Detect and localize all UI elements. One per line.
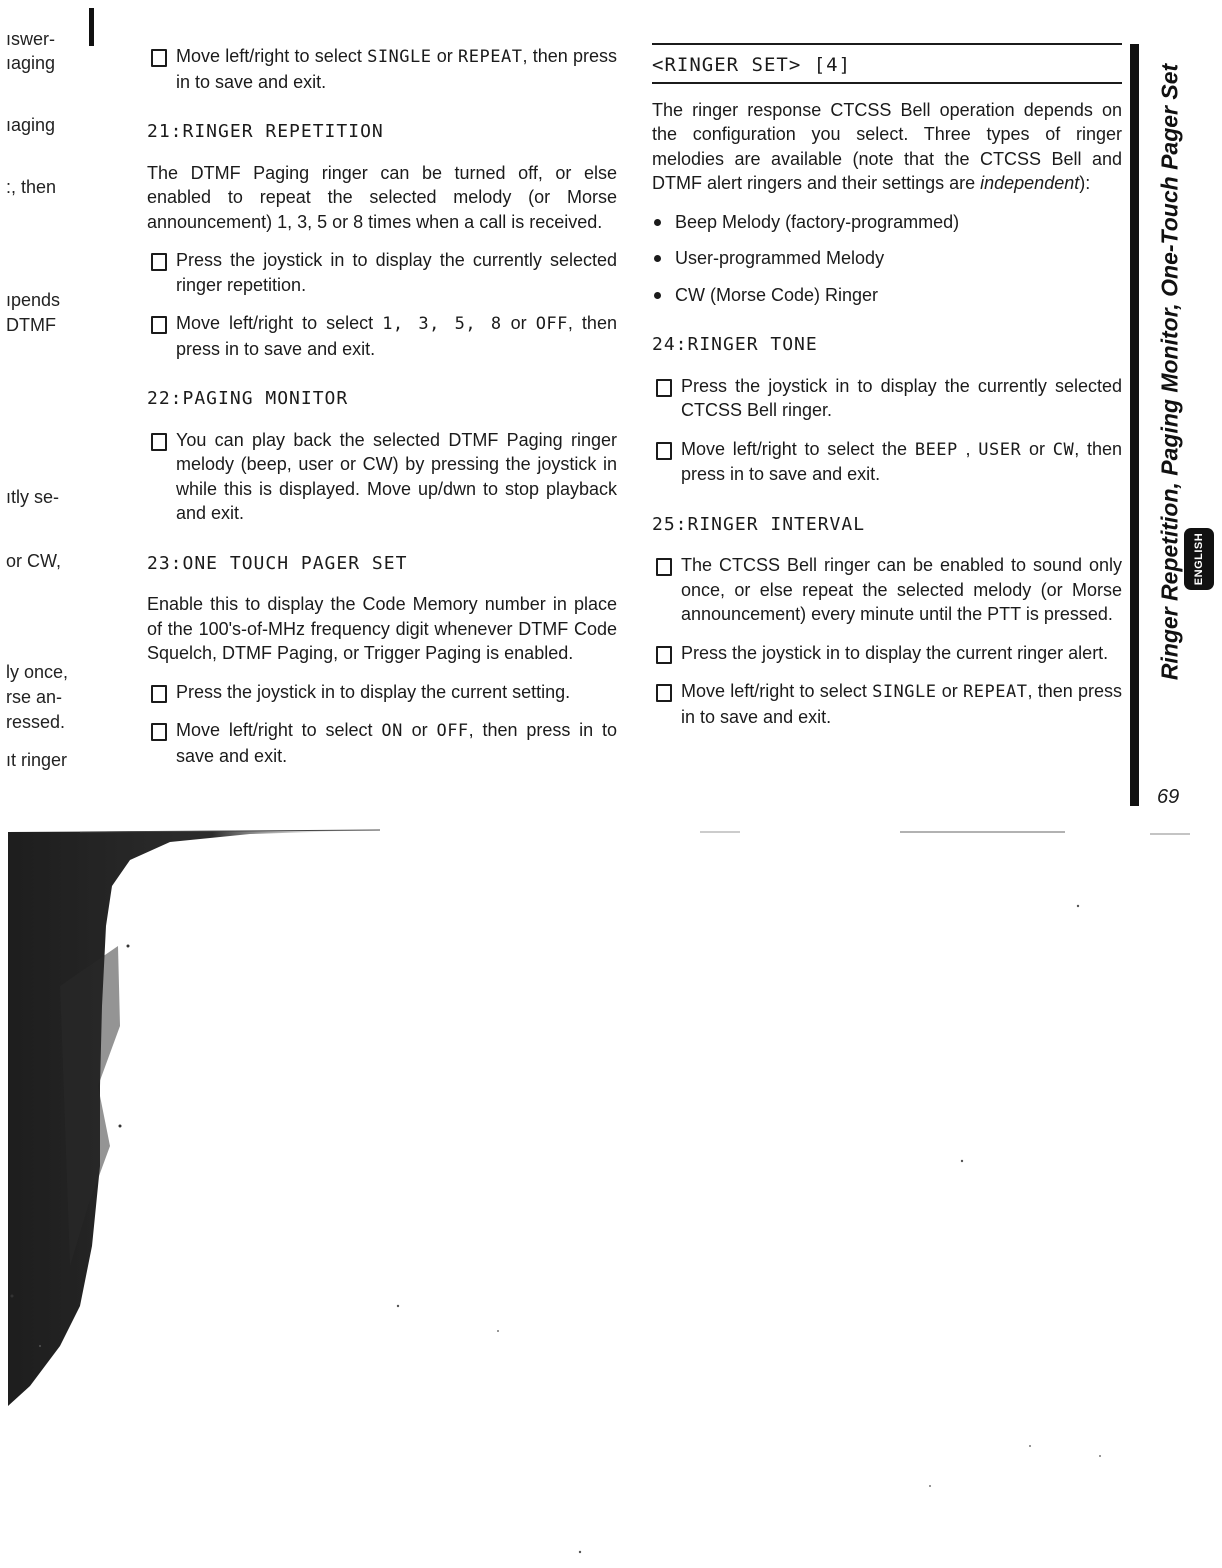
step-text: ,: [957, 438, 979, 459]
section-21-paragraph: The DTMF Paging ringer can be turned off, or else enabled to repeat the selected melody (or Morse announcement) 1, 3, 5 or 8 times when a call is received.: [147, 162, 617, 232]
step-text: You can play back the selected DTMF Paging ringer melody (beep, user or CW) by pressing the joystick in while this is displayed. Move up/dwn to stop playback and exit.: [176, 429, 617, 523]
lcd-text: ON: [381, 721, 403, 741]
checkbox-icon: [656, 379, 672, 397]
section-23-paragraph: Enable this to display the Code Memory number in place of the 100's-of-MHz frequency digit whenever DTMF Code Squelch, DTMF Paging, or Trigger Paging is enabled.: [147, 594, 617, 663]
step-select-single-repeat: [147, 44, 617, 94]
step-text: , then press in to save and exit.: [176, 46, 617, 92]
left-page-fragment: rse an-: [6, 687, 63, 707]
step-text: , then press in to save and exit.: [681, 681, 1122, 727]
step-25-2: [652, 641, 1122, 666]
right-column: [652, 38, 1122, 743]
intro-end: ):: [1079, 173, 1091, 193]
step-text: The CTCSS Bell ringer can be enabled to sound only once, or else repeat the selected melody (or Morse announcement) every minute until the PTT is pressed.: [681, 555, 1122, 624]
checkbox-icon: [151, 253, 167, 271]
lcd-text: REPEAT: [458, 47, 523, 67]
intro-italic: independent: [980, 173, 1080, 193]
section-title-25: 25:RINGER INTERVAL: [652, 513, 866, 535]
lcd-text: BEEP: [914, 439, 958, 460]
left-page-fragment: ıaging: [6, 115, 56, 135]
step-23-2: [147, 718, 617, 768]
step-text: , then press in to save and exit.: [176, 313, 617, 359]
lcd-text: SINGLE: [872, 682, 937, 702]
lcd-text: OFF: [436, 721, 469, 741]
list-item: Beep Melody (factory-programmed): [652, 210, 1122, 235]
checkbox-icon: [151, 49, 167, 67]
step-text: Move left/right to select: [176, 46, 368, 66]
left-page-fragment: ly once,: [6, 662, 69, 682]
intro-text: The ringer response CTCSS Bell operation depends on the configuration you select. Three types of ringer melodies are available (note that the CTCSS Bell and DTMF alert ringers and their settings are: [652, 99, 1122, 193]
checkbox-icon: [151, 316, 167, 334]
step-25-1: [652, 553, 1122, 627]
ringer-types-list: [652, 210, 1122, 308]
middle-column: [147, 44, 617, 782]
lcd-text: USER: [978, 439, 1022, 460]
left-page-fragment: or CW,: [6, 551, 62, 571]
lcd-text: OFF: [535, 314, 568, 334]
left-page-fragment: :, then: [6, 177, 57, 197]
step-21-1: [147, 248, 617, 297]
list-item: CW (Morse Code) Ringer: [652, 283, 1122, 308]
lcd-text: 1, 3, 5, 8: [382, 314, 502, 334]
step-text: or: [501, 313, 536, 333]
bullet-dot-icon: [654, 219, 661, 226]
checkbox-icon: [151, 723, 167, 741]
step-text: Move left/right to select: [681, 681, 873, 701]
step-text: Press the joystick in to display the current setting.: [176, 681, 571, 702]
step-21-2: [147, 311, 617, 361]
ringer-set-intro: [652, 98, 1122, 196]
step-24-1: [652, 374, 1122, 423]
left-page-fragment: ıpends: [6, 290, 61, 310]
step-24-2: [652, 437, 1122, 487]
step-23-1: [147, 680, 617, 705]
language-tab: [1184, 528, 1214, 590]
bullet-dot-icon: [654, 255, 661, 262]
step-text: Press the joystick in to display the currently selected CTCSS Bell ringer.: [681, 375, 1122, 420]
checkbox-icon: [656, 646, 672, 664]
section-title-23: 23:ONE TOUCH PAGER SET: [147, 552, 408, 574]
lcd-text: SINGLE: [367, 47, 432, 67]
bullet-dot-icon: [654, 292, 661, 299]
step-text: or: [431, 46, 459, 66]
lcd-text: REPEAT: [963, 682, 1028, 702]
title-rule-bottom: [652, 82, 1122, 84]
step-text: or: [402, 720, 437, 740]
side-bar: [1130, 44, 1139, 806]
checkbox-icon: [656, 442, 672, 460]
left-page-fragment: ıswer-: [6, 29, 55, 49]
side-title: Ringer Repetition, Paging Monitor, One-Touch Pager Set: [1156, 63, 1183, 681]
scan-artifact: [0, 826, 1222, 1568]
step-text: Move left/right to select: [176, 313, 383, 333]
step-text: or: [936, 681, 964, 701]
language-tab-label: ENGLISH: [1193, 532, 1205, 586]
section-title-24: 24:RINGER TONE: [652, 334, 818, 355]
step-text: Move left/right to select the: [681, 438, 915, 459]
section-title-21: 21:RINGER REPETITION: [147, 121, 384, 142]
checkbox-icon: [151, 433, 167, 451]
left-page-fragment: DTMF: [6, 315, 56, 335]
checkbox-icon: [151, 685, 167, 703]
step-22-1: [147, 428, 617, 526]
left-page-fragment: ıt ringer: [6, 750, 68, 770]
list-item: User-programmed Melody: [652, 246, 1122, 271]
step-text: Move left/right to select: [176, 720, 382, 740]
step-text: Press the joystick in to display the current ringer alert.: [681, 642, 1109, 663]
left-page-fragment: ressed.: [6, 712, 66, 732]
left-page-fragment: ıtly se-: [6, 487, 60, 507]
step-text: Press the joystick in to display the currently selected ringer repetition.: [176, 250, 617, 295]
step-text: , then press in to save and exit.: [681, 438, 1122, 484]
checkbox-icon: [656, 684, 672, 702]
step-25-3: [652, 679, 1122, 729]
binder-mark: [89, 8, 94, 46]
step-text: , then press in to save and exit.: [176, 720, 617, 766]
checkbox-icon: [656, 558, 672, 576]
lcd-text: CW: [1052, 439, 1075, 460]
left-page-fragment: ıaging: [6, 53, 56, 73]
page-number: 69: [1157, 786, 1180, 808]
title-rule-top: [652, 43, 1122, 45]
ringer-set-title: <RINGER SET> [4]: [652, 54, 852, 76]
step-text: or: [1021, 438, 1053, 459]
section-title-22: 22:PAGING MONITOR: [147, 388, 349, 409]
